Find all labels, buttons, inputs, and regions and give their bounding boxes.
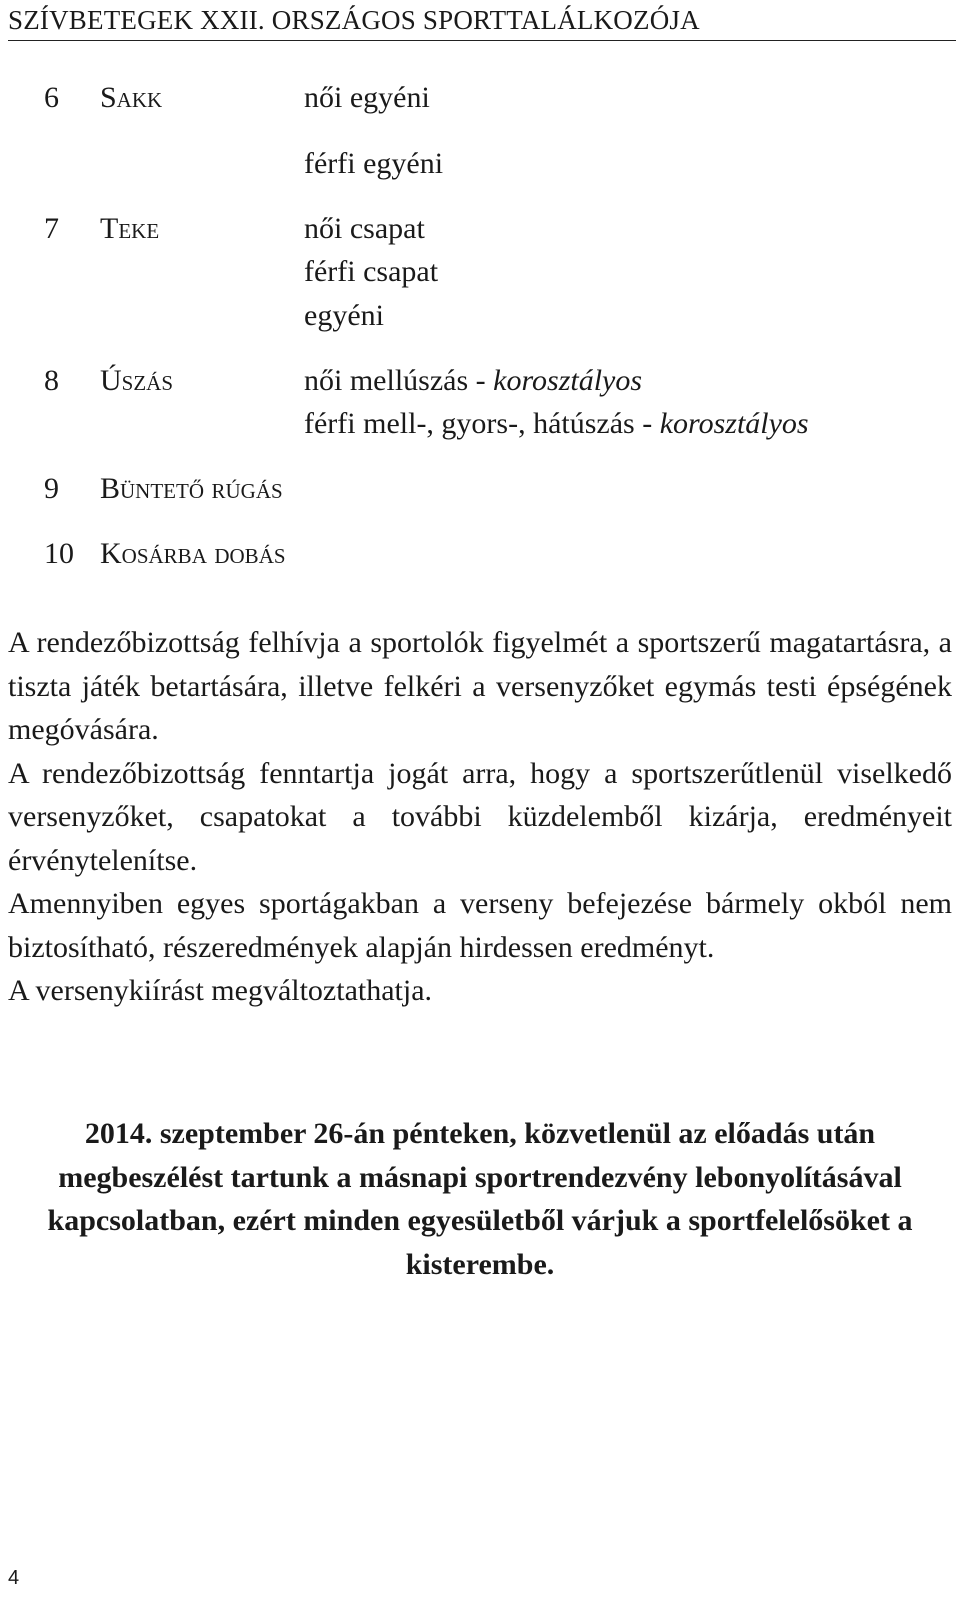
sport-number: 9 [44,472,59,505]
sport-number: 6 [44,81,59,114]
sport-event: női mellúszás - korosztályos [304,364,643,397]
meeting-notice: 2014. szeptember 26-án pénteken, közvetlenül az előadás után megbeszélést tartunk a másnapi sportrendezvény lebonyolításával kapcsolatban, ezért minden egyesületből várjuk a sportfelelősöket a kisterembe. [47,1117,913,1281]
paragraph: A versenykiírást megváltoztathatja. [8,974,433,1007]
sport-name: Kosárba dobás [100,537,286,570]
sport-name: Sakk [100,81,163,114]
sport-event: női egyéni [304,81,430,114]
paragraph: A rendezőbizottság fenntartja jogát arra, hogy a sportszerűtlenül viselkedő versenyzőket, csapatokat a további küzdelemből kizárja, eredményeit érvénytelenítse. [8,756,952,877]
rules-text [8,621,952,1013]
page-number: 4 [8,1567,20,1589]
sport-name: Teke [100,212,160,245]
sport-name: Úszás [100,364,174,397]
sport-event: egyéni [304,299,384,332]
paragraph: A rendezőbizottság felhívja a sportolók figyelmét a sportszerű magatartásra, a tiszta játék betartására, illetve felkéri a versenyzőket egymás testi épségének megóvására. [8,626,952,746]
sport-number: 7 [44,212,59,245]
sport-name: Büntető rúgás [100,472,283,505]
running-header: SZÍVBETEGEK XXII. ORSZÁGOS SPORTTALÁLKOZÓJA [8,4,956,41]
sport-number: 8 [44,364,59,397]
sport-number: 10 [44,537,74,570]
paragraph: Amennyiben egyes sportágakban a verseny befejezése bármely okból nem biztosítható, részeredmények alapján hirdessen eredményt. [8,887,952,964]
sport-event: női csapat [304,212,425,245]
sport-event: férfi csapat [304,255,439,288]
sport-event: férfi egyéni [304,147,444,180]
sport-event: férfi mell-, gyors-, hátúszás - korosztályos [304,407,809,440]
